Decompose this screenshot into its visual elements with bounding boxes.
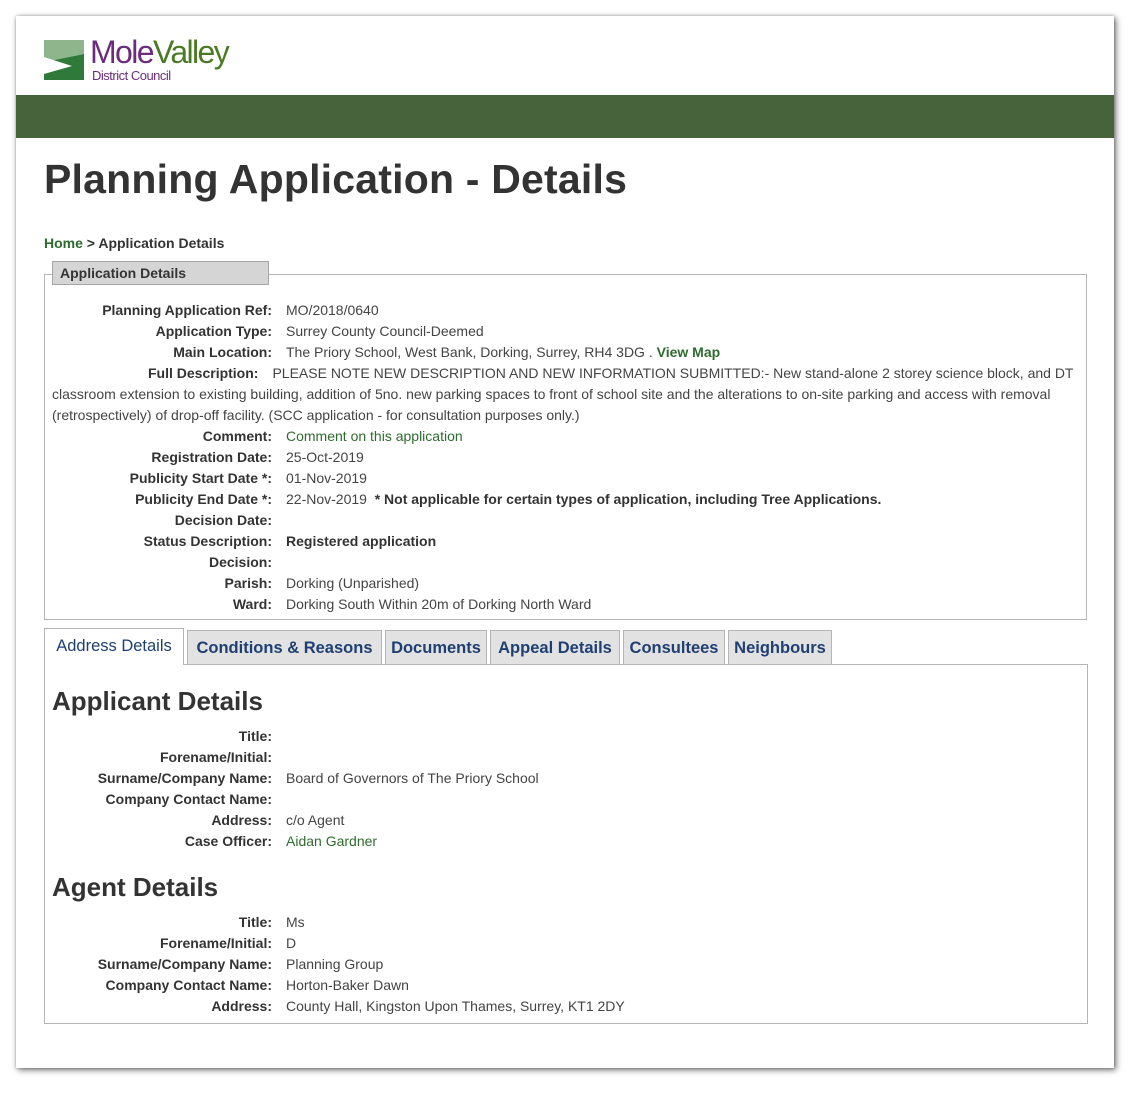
logo-mark-icon — [44, 40, 84, 80]
publicity-end-value: 22-Nov-2019 * Not applicable for certain types of application, including Tree Applications. — [286, 491, 882, 507]
decision-label: Decision: — [208, 554, 272, 570]
publicity-start-label: Publicity Start Date *: — [129, 470, 272, 486]
publicity-end-label: Publicity End Date *: — [135, 491, 272, 507]
agent-contact-value: Horton-Baker Dawn — [286, 977, 409, 993]
applicant-contact-label: Company Contact Name: — [105, 791, 272, 807]
agent-surname-label: Surname/Company Name: — [97, 956, 272, 972]
desc-label: Full Description: — [148, 365, 259, 381]
desc-value: PLEASE NOTE NEW DESCRIPTION AND NEW INFORMATION SUBMITTED:- New stand-alone 2 storey science block, and DT classroom extension to existing building, addition of 5no. new parking spaces to front of school site and the alterations to on-site parking and access with removal (retrospectively) of drop-off facility. (SCC application - for consultation purposes only.) — [52, 365, 1074, 423]
type-value: Surrey County Council-Deemed — [286, 323, 484, 339]
breadcrumb-home-link[interactable]: Home — [44, 235, 83, 251]
registration-date-value: 25-Oct-2019 — [286, 449, 364, 465]
decision-date-label: Decision Date: — [174, 512, 272, 528]
agent-title-label: Title: — [238, 914, 272, 930]
site-header — [16, 16, 1114, 95]
agent-surname-value: Planning Group — [286, 956, 384, 972]
ward-label: Ward: — [232, 596, 272, 612]
agent-address-label: Address: — [211, 998, 272, 1014]
breadcrumb-current: Application Details — [98, 235, 225, 251]
agent-forename-value: D — [286, 935, 297, 951]
publicity-start-value: 01-Nov-2019 — [286, 470, 367, 486]
type-label: Application Type: — [155, 323, 272, 339]
applicant-title-label: Title: — [238, 728, 272, 744]
header-band — [16, 95, 1114, 138]
full-description — [52, 363, 1084, 426]
logo-subtitle: District Council — [92, 68, 171, 83]
breadcrumb — [44, 235, 224, 251]
applicant-address-label: Address: — [211, 812, 272, 828]
agent-title-value: Ms — [286, 914, 305, 930]
agent-contact-label: Company Contact Name: — [105, 977, 272, 993]
location-label: Main Location: — [173, 344, 272, 360]
view-map-link[interactable]: View Map — [656, 344, 721, 360]
status-value: Registered application — [286, 533, 437, 549]
applicant-forename-label: Forename/Initial: — [159, 749, 272, 765]
agent-details-heading: Agent Details — [52, 872, 219, 902]
tab-appeal-details[interactable]: Appeal Details — [490, 630, 620, 664]
case-officer-value — [286, 831, 377, 852]
applicant-surname-label: Surname/Company Name: — [97, 770, 272, 786]
comment-label: Comment: — [202, 428, 272, 444]
agent-address-value: County Hall, Kingston Upon Thames, Surrey, KT1 2DY — [286, 998, 625, 1014]
applicant-details-heading: Applicant Details — [52, 686, 263, 716]
comment-value — [286, 426, 463, 447]
status-label: Status Description: — [143, 533, 272, 549]
applicant-address-value: c/o Agent — [286, 812, 345, 828]
parish-value: Dorking (Unparished) — [286, 575, 420, 591]
tab-conditions-reasons[interactable]: Conditions & Reasons — [187, 630, 382, 664]
page-title: Planning Application - Details — [44, 156, 628, 202]
applicant-surname-value: Board of Governors of The Priory School — [286, 770, 539, 786]
tab-documents[interactable]: Documents — [385, 630, 487, 664]
ward-value: Dorking South Within 20m of Dorking North Ward — [286, 596, 592, 612]
case-officer-link[interactable]: Aidan Gardner — [286, 833, 378, 849]
ref-value: MO/2018/0640 — [286, 302, 379, 318]
parish-label: Parish: — [224, 575, 272, 591]
tab-neighbours[interactable]: Neighbours — [728, 630, 832, 664]
location-value: The Priory School, West Bank, Dorking, Surrey, RH4 3DG . View Map — [286, 344, 721, 360]
tab-address-details[interactable]: Address Details — [44, 628, 184, 665]
agent-forename-label: Forename/Initial: — [159, 935, 272, 951]
tab-consultees[interactable]: Consultees — [623, 630, 725, 664]
comment-link[interactable]: Comment on this application — [286, 428, 463, 444]
council-logo[interactable] — [44, 34, 244, 83]
publicity-note: * Not applicable for certain types of application, including Tree Applications. — [374, 491, 882, 507]
case-officer-label: Case Officer: — [184, 833, 272, 849]
ref-label: Planning Application Ref: — [102, 302, 272, 318]
logo-name: MoleValley — [90, 34, 229, 70]
breadcrumb-separator: > — [82, 235, 99, 251]
registration-date-label: Registration Date: — [151, 449, 272, 465]
application-details-legend: Application Details — [52, 261, 269, 285]
